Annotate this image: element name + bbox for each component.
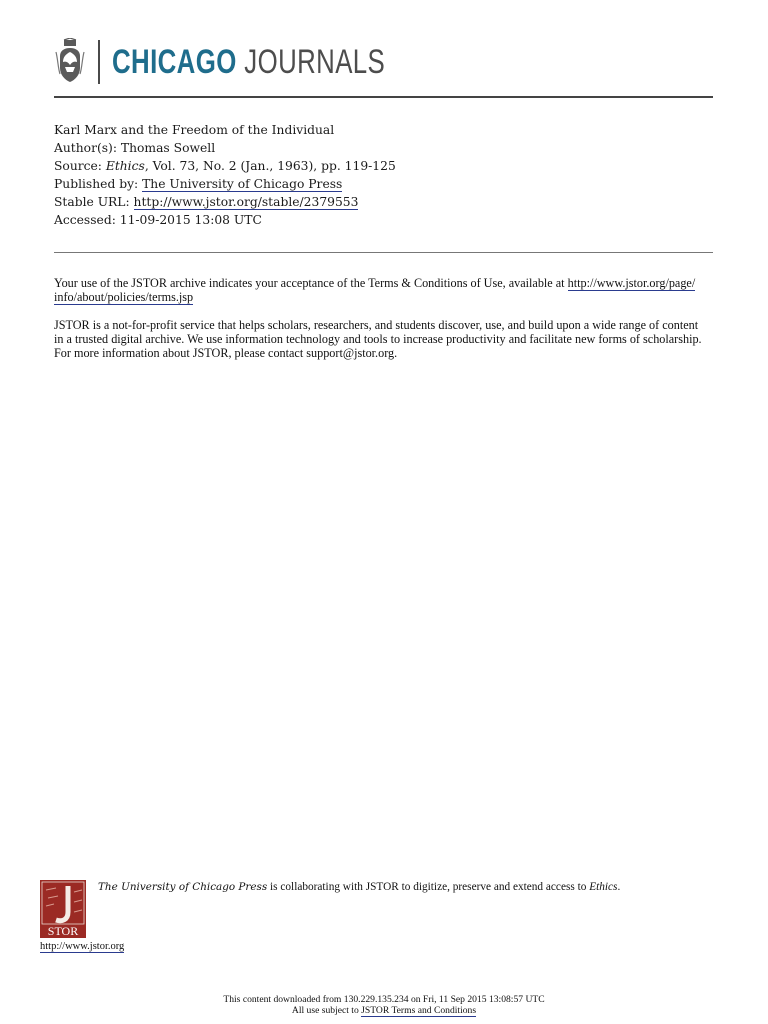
accessed-line: Accessed: 11-09-2015 13:08 UTC — [54, 213, 262, 227]
author-line — [54, 139, 714, 157]
jstor-home-link[interactable]: http://www.jstor.org — [40, 941, 125, 952]
section-rule — [54, 252, 713, 253]
citation-block — [54, 121, 714, 229]
terms-line-2 — [54, 290, 714, 304]
jstor-logo-icon[interactable] — [40, 880, 86, 938]
author-label: Author(s): — [54, 141, 121, 155]
publisher-line — [54, 175, 714, 193]
chicago-journals-logo — [54, 38, 386, 88]
stable-url-line — [54, 193, 714, 211]
source-label: Source: — [54, 159, 106, 173]
article-title: Karl Marx and the Freedom of the Individual — [54, 123, 335, 137]
source-line — [54, 157, 714, 175]
publisher-link[interactable]: The University of Chicago Press — [142, 177, 343, 191]
source-journal: Ethics — [105, 159, 145, 173]
collab-publisher: The University of Chicago Press — [98, 881, 268, 893]
terms-text: Your use of the JSTOR archive indicates your acceptance of the Terms & Conditions of Use, available at — [54, 276, 568, 290]
jstor-logo-text: STOR — [47, 924, 79, 938]
logo-wordmark — [112, 42, 385, 82]
mission-line-1: JSTOR is a not-for-profit service that helps scholars, researchers, and students discover, use, and build upon a wide range of content — [54, 318, 699, 332]
author-name: Thomas Sowell — [120, 141, 216, 155]
collab-journal: Ethics — [589, 881, 618, 893]
header-rule — [54, 96, 713, 98]
jstor-mission-paragraph — [54, 318, 714, 361]
publisher-label: Published by: — [54, 177, 143, 191]
terms-link-part-1[interactable]: http://www.jstor.org/page/ — [567, 276, 696, 290]
university-crest-icon — [54, 38, 86, 84]
stable-url-label: Stable URL: — [54, 195, 134, 209]
download-notice — [0, 994, 768, 1016]
logo-word-journals: JOURNALS — [244, 43, 386, 81]
collab-text: is collaborating with JSTOR to digitize, preserve and extend access to — [267, 881, 590, 893]
subject-prefix: All use subject to — [291, 1005, 362, 1016]
terms-paragraph — [54, 276, 714, 304]
source-details: , Vol. 73, No. 2 (Jan., 1963), pp. 119-125 — [144, 159, 396, 173]
jstor-url-line — [40, 941, 124, 953]
collaboration-note — [98, 880, 620, 894]
terms-link-part-2[interactable]: info/about/policies/terms.jsp — [54, 290, 194, 305]
mission-line-3: For more information about JSTOR, please contact support@jstor.org. — [54, 346, 398, 361]
mission-line-2: in a trusted digital archive. We use information technology and tools to increase productivity and facilitate new forms of scholarship. — [54, 332, 702, 347]
terms-notice-line — [0, 1005, 768, 1016]
download-line: This content downloaded from 130.229.135.234 on Fri, 11 Sep 2015 13:08:57 UTC — [223, 994, 545, 1005]
logo-word-chicago: CHICAGO — [112, 43, 237, 81]
terms-line-1 — [54, 276, 714, 290]
collab-end: . — [617, 881, 621, 893]
jstor-terms-link[interactable]: JSTOR Terms and Conditions — [361, 1005, 477, 1016]
logo-divider — [98, 40, 100, 84]
stable-url-link[interactable]: http://www.jstor.org/stable/2379553 — [133, 195, 359, 209]
